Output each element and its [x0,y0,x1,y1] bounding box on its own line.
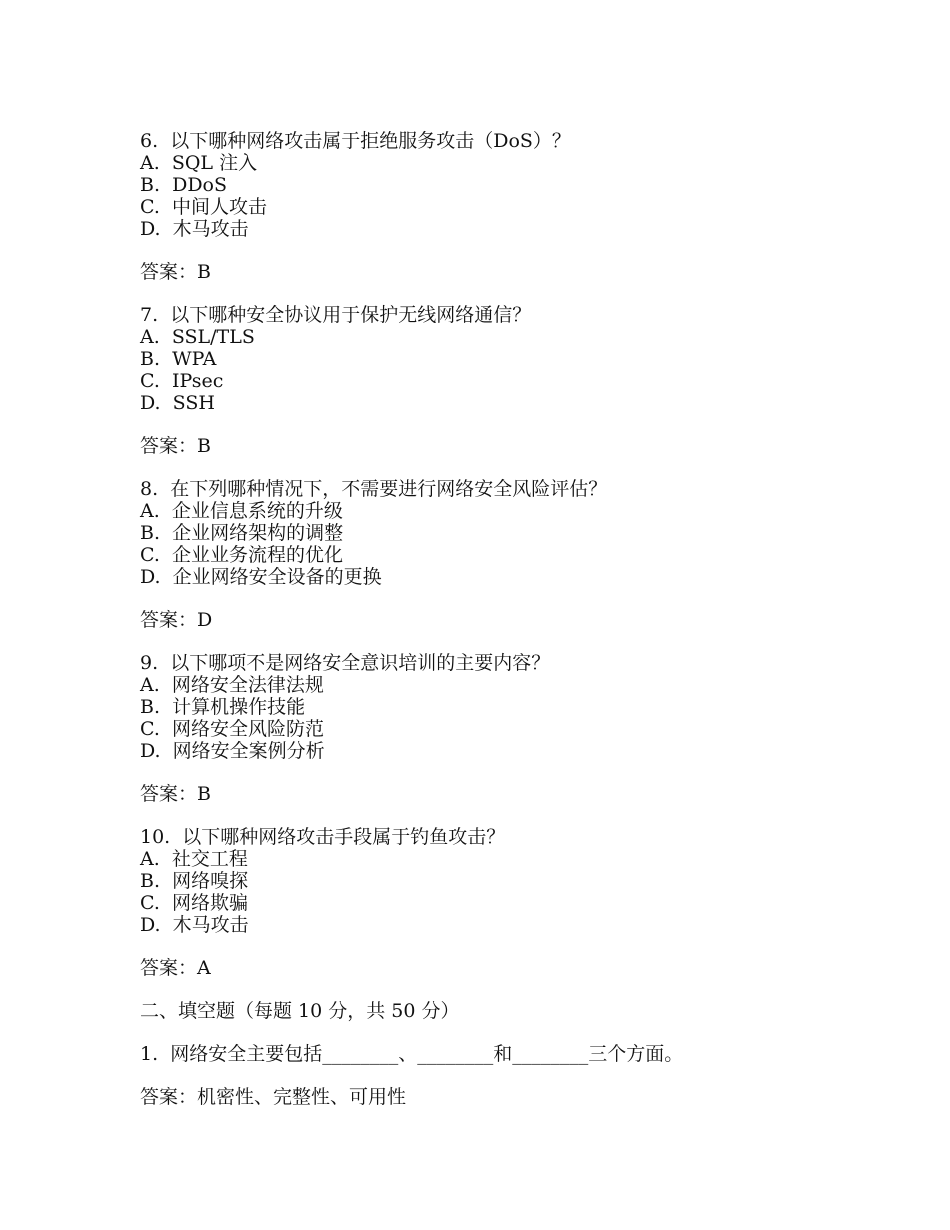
option-b: B. 网络嗅探 [140,870,249,892]
question-stem: 7. 以下哪种安全协议用于保护无线网络通信？ [140,304,532,326]
document-page [140,130,900,1108]
option-d: D. 木马攻击 [140,914,249,936]
question-stem: 6. 以下哪种网络攻击属于拒绝服务攻击（DoS）？ [140,130,571,152]
option-c: C. IPsec [140,370,224,392]
question-stem: 10. 以下哪种网络攻击手段属于钓鱼攻击？ [140,826,506,848]
option-c: C. 中间人攻击 [140,196,267,218]
answer: 答案：B [140,435,211,457]
option-a: A. 社交工程 [140,848,248,870]
answer: 答案：D [140,609,213,631]
option-d: D. 企业网络安全设备的更换 [140,566,382,588]
answer: 答案：B [140,261,211,283]
question-stem: 8. 在下列哪种情况下，不需要进行网络安全风险评估？ [140,478,608,500]
option-c: C. 网络安全风险防范 [140,718,324,740]
option-b: B. DDoS [140,174,228,196]
question-10 [140,826,900,1000]
question-8 [140,478,900,652]
question-stem: 9. 以下哪项不是网络安全意识培训的主要内容？ [140,652,551,674]
option-c: C. 企业业务流程的优化 [140,544,343,566]
question-7 [140,304,900,478]
option-a: A. SSL/TLS [140,326,255,348]
question-9 [140,652,900,826]
option-c: C. 网络欺骗 [140,892,248,914]
option-b: B. 企业网络架构的调整 [140,522,344,544]
option-d: D. 网络安全案例分析 [140,740,325,762]
option-a: A. 网络安全法律法规 [140,674,324,696]
option-d: D. 木马攻击 [140,218,249,240]
option-a: A. SQL 注入 [140,152,258,174]
section-fill-in-blank [140,1000,900,1108]
fill-answer-1: 答案：机密性、完整性、可用性 [140,1086,407,1108]
option-b: B. WPA [140,348,217,370]
question-6 [140,130,900,304]
option-b: B. 计算机操作技能 [140,696,306,718]
fill-question-1: 1. 网络安全主要包括________、________和________三个方面。 [140,1043,684,1065]
answer: 答案：A [140,957,211,979]
answer: 答案：B [140,783,211,805]
option-a: A. 企业信息系统的升级 [140,500,343,522]
option-d: D. SSH [140,392,215,414]
section-heading: 二、填空题（每题 10 分，共 50 分） [140,1000,460,1022]
